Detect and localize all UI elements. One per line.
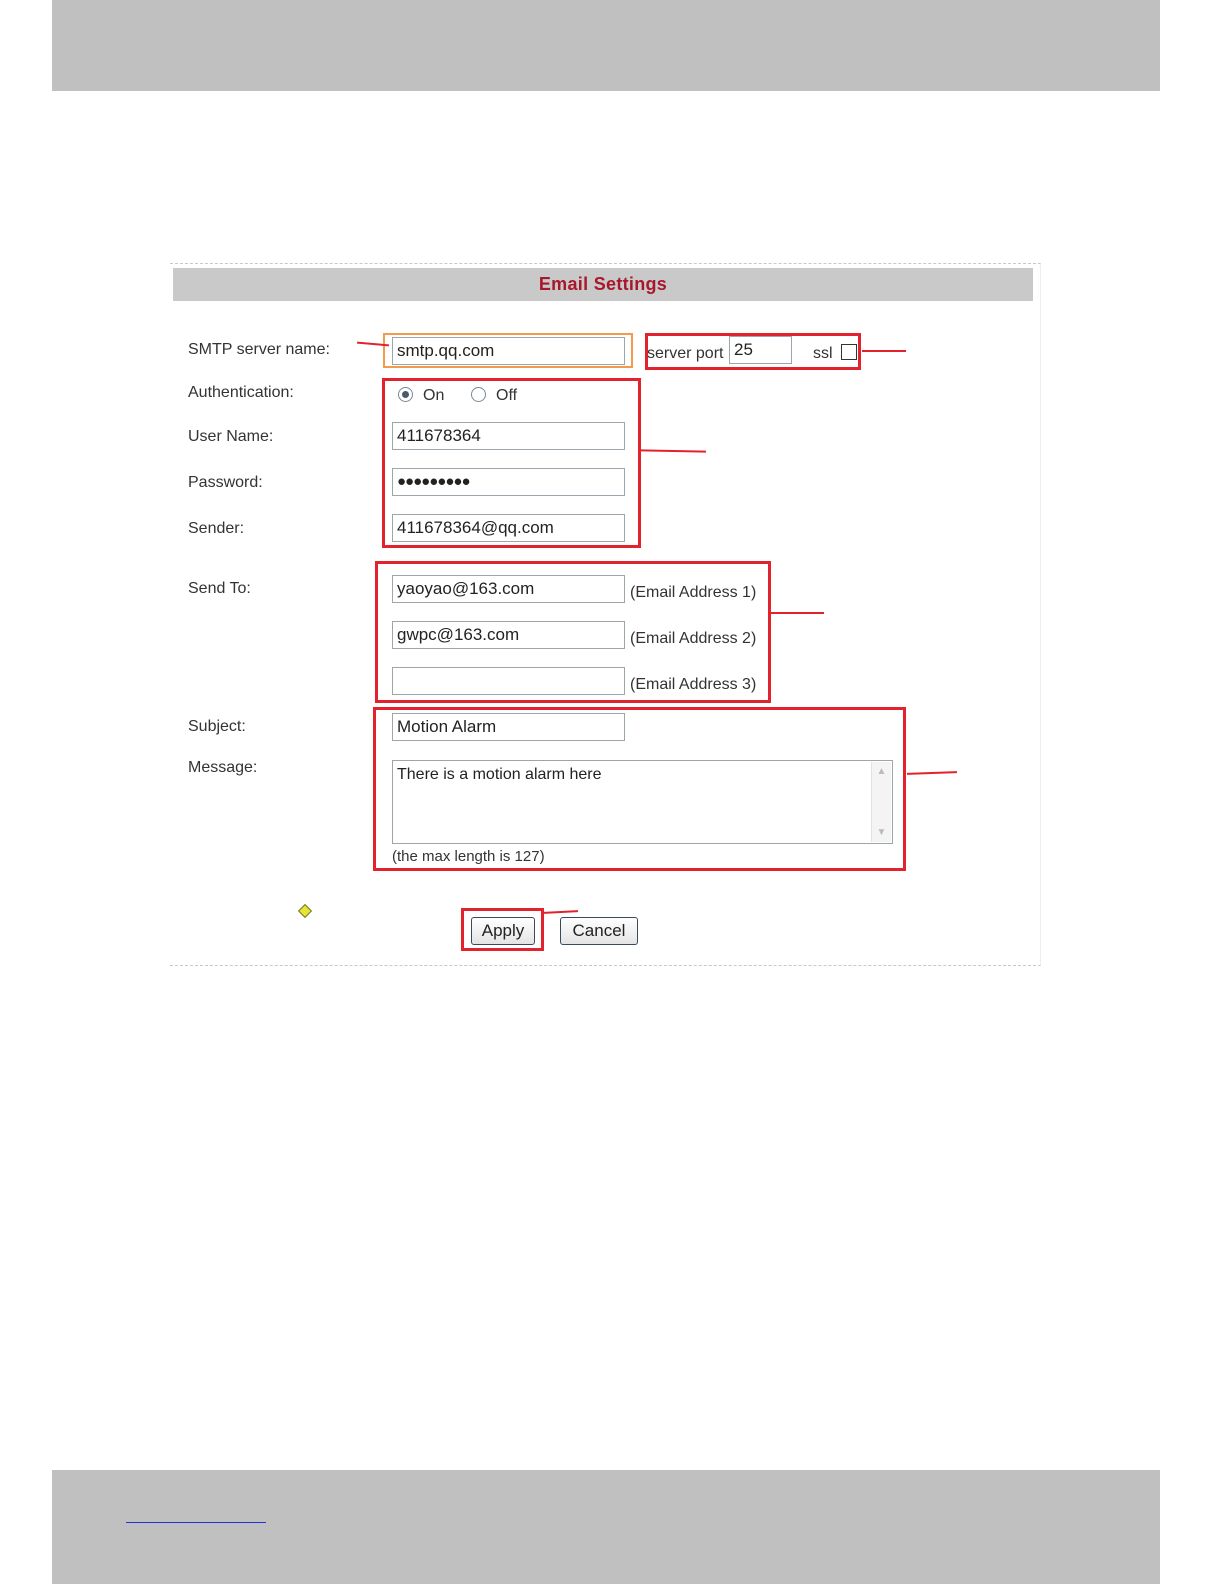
message-text: There is a motion alarm here — [397, 766, 602, 783]
scroll-down-icon[interactable]: ▼ — [876, 827, 887, 838]
sender-label: Sender: — [188, 520, 245, 537]
email-address-1-hint: (Email Address 1) — [630, 584, 757, 601]
footer-link-underline[interactable] — [126, 1522, 266, 1523]
email-address-1-input[interactable]: yaoyao@163.com — [392, 575, 625, 603]
auth-on-radio[interactable] — [398, 387, 413, 402]
server-port-input[interactable]: 25 — [729, 336, 792, 364]
auth-on-label: On — [423, 387, 445, 404]
smtp-server-input[interactable]: smtp.qq.com — [392, 337, 625, 365]
server-port-label: server port — [647, 345, 724, 362]
email-address-3-input[interactable] — [392, 667, 625, 695]
auth-off-radio[interactable] — [471, 387, 486, 402]
sender-input[interactable]: 411678364@qq.com — [392, 514, 625, 542]
authentication-label: Authentication: — [188, 384, 294, 401]
page-footer-band — [52, 1470, 1160, 1584]
message-scrollbar[interactable] — [871, 762, 891, 842]
cancel-button[interactable]: Cancel — [560, 917, 638, 945]
ssl-checkbox[interactable] — [841, 344, 857, 360]
message-textarea[interactable] — [392, 760, 893, 844]
panel-title: Email Settings — [173, 268, 1033, 301]
subject-label: Subject: — [188, 718, 246, 735]
apply-button[interactable]: Apply — [471, 917, 535, 945]
max-length-note: (the max length is 127) — [392, 848, 545, 865]
password-input[interactable]: ●●●●●●●●● — [392, 468, 625, 496]
smtp-server-label: SMTP server name: — [188, 341, 330, 358]
send-to-pointer-line — [771, 612, 824, 614]
password-label: Password: — [188, 474, 263, 491]
ssl-label: ssl — [813, 345, 833, 362]
subject-input[interactable]: Motion Alarm — [392, 713, 625, 741]
email-address-2-input[interactable]: gwpc@163.com — [392, 621, 625, 649]
user-name-label: User Name: — [188, 428, 274, 445]
auth-off-label: Off — [496, 387, 518, 404]
email-address-2-hint: (Email Address 2) — [630, 630, 757, 647]
email-address-3-hint: (Email Address 3) — [630, 676, 757, 693]
user-name-input[interactable]: 411678364 — [392, 422, 625, 450]
port-pointer-line — [862, 350, 906, 352]
send-to-label: Send To: — [188, 580, 251, 597]
page-header-band — [52, 0, 1160, 91]
message-label: Message: — [188, 759, 258, 776]
scroll-up-icon[interactable]: ▲ — [876, 766, 887, 777]
